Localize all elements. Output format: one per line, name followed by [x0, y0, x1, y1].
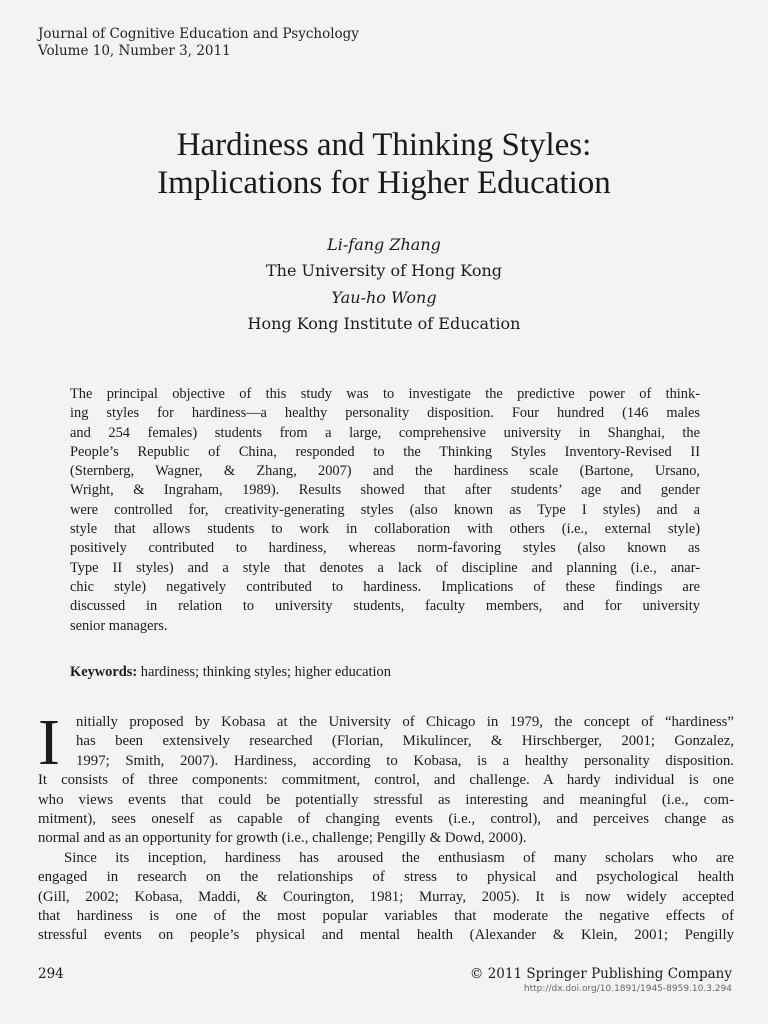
author-affiliation: The University of Hong Kong — [265, 261, 503, 280]
abstract-line: ing styles for hardiness—a healthy personality disposition. Four hundred (146 males — [70, 405, 700, 422]
page-number: 294 — [38, 966, 64, 982]
body-line: normal and as an opportunity for growth (i.e., challenge; Pengilly & Dowd, 2000). — [38, 830, 527, 847]
body-line: has been extensively researched (Florian, Mikulincer, & Hirschberger, 2001; Gonzalez, — [76, 733, 734, 750]
abstract-line: and 254 females) students from a large, comprehensive university in Shanghai, the — [70, 424, 700, 441]
body-line: nitially proposed by Kobasa at the University of Chicago in 1979, the concept of “hardiness” — [76, 714, 734, 730]
body-line: Since its inception, hardiness has aroused the enthusiasm of many scholars who are — [64, 849, 734, 866]
body-line: It consists of three components: commitment, control, and challenge. A hardy individual is one — [38, 772, 734, 789]
abstract-line: The principal objective of this study was to investigate the predictive power of think- — [70, 386, 700, 402]
abstract-line: Type II styles) and a style that denotes a lack of discipline and planning (i.e., anar- — [70, 559, 700, 576]
abstract-line: positively contributed to hardiness, whereas norm-favoring styles (also known as — [70, 540, 700, 557]
author-affiliation: Hong Kong Institute of Education — [247, 314, 521, 333]
journal-name: Journal of Cognitive Education and Psychology — [38, 26, 359, 42]
drop-cap: I — [38, 706, 60, 779]
abstract-line: style that allows students to work in collaboration with others (i.e., external style) — [70, 521, 700, 538]
abstract-line: discussed in relation to university students, faculty members, and for university — [70, 598, 700, 615]
author-name: Yau-ho Wong — [331, 288, 437, 307]
abstract-line: Wright, & Ingraham, 1989). Results showed that after students’ age and gender — [70, 482, 700, 499]
keywords-label: Keywords: — [70, 664, 138, 680]
body-text — [38, 706, 734, 946]
journal-header — [38, 26, 359, 60]
body-line: 1997; Smith, 2007). Hardiness, according to Kobasa, is a healthy personality disposition. — [76, 752, 734, 769]
body-line: that hardiness is one of the most popular variables that moderate the negative effects of — [38, 907, 734, 924]
abstract-line: People’s Republic of China, responded to the Thinking Styles Inventory-Revised II — [70, 443, 700, 460]
abstract-line: were controlled for, creativity-generating styles (also known as Type I styles) and a — [70, 501, 700, 518]
body-line: who views events that could be potentially stressful as interesting and meaningful (i.e., com- — [38, 791, 734, 808]
abstract-line: (Sternberg, Wagner, & Zhang, 2007) and the hardiness scale (Bartone, Ursano, — [70, 463, 700, 480]
doi-link[interactable]: http://dx.doi.org/10.1891/1945-8959.10.3.294 — [523, 984, 732, 994]
title-line-2: Implications for Higher Education — [157, 165, 611, 201]
keywords-text: hardiness; thinking styles; higher education — [137, 664, 391, 680]
body-line: stressful events on people’s physical and mental health (Alexander & Klein, 2001; Pengilly — [38, 927, 734, 944]
abstract-line: chic style) negatively contributed to hardiness. Implications of these findings are — [70, 578, 700, 595]
abstract — [70, 385, 700, 636]
author-name: Li-fang Zhang — [327, 235, 441, 254]
body-line: (Gill, 2002; Kobasa, Maddi, & Courington, 1981; Murray, 2005). It is now widely accepted — [38, 888, 734, 905]
body-line: mitment), sees oneself as capable of changing events (i.e., control), and perceives change as — [38, 810, 734, 827]
body-line: engaged in research on the relationships of stress to physical and psychological health — [38, 869, 734, 886]
title-line-1: Hardiness and Thinking Styles: — [176, 127, 592, 163]
publisher-copyright: © 2011 Springer Publishing Company — [469, 966, 732, 982]
article-title — [0, 126, 768, 202]
journal-volume: Volume 10, Number 3, 2011 — [38, 43, 231, 59]
keywords — [70, 664, 391, 681]
abstract-line: senior managers. — [70, 617, 168, 634]
